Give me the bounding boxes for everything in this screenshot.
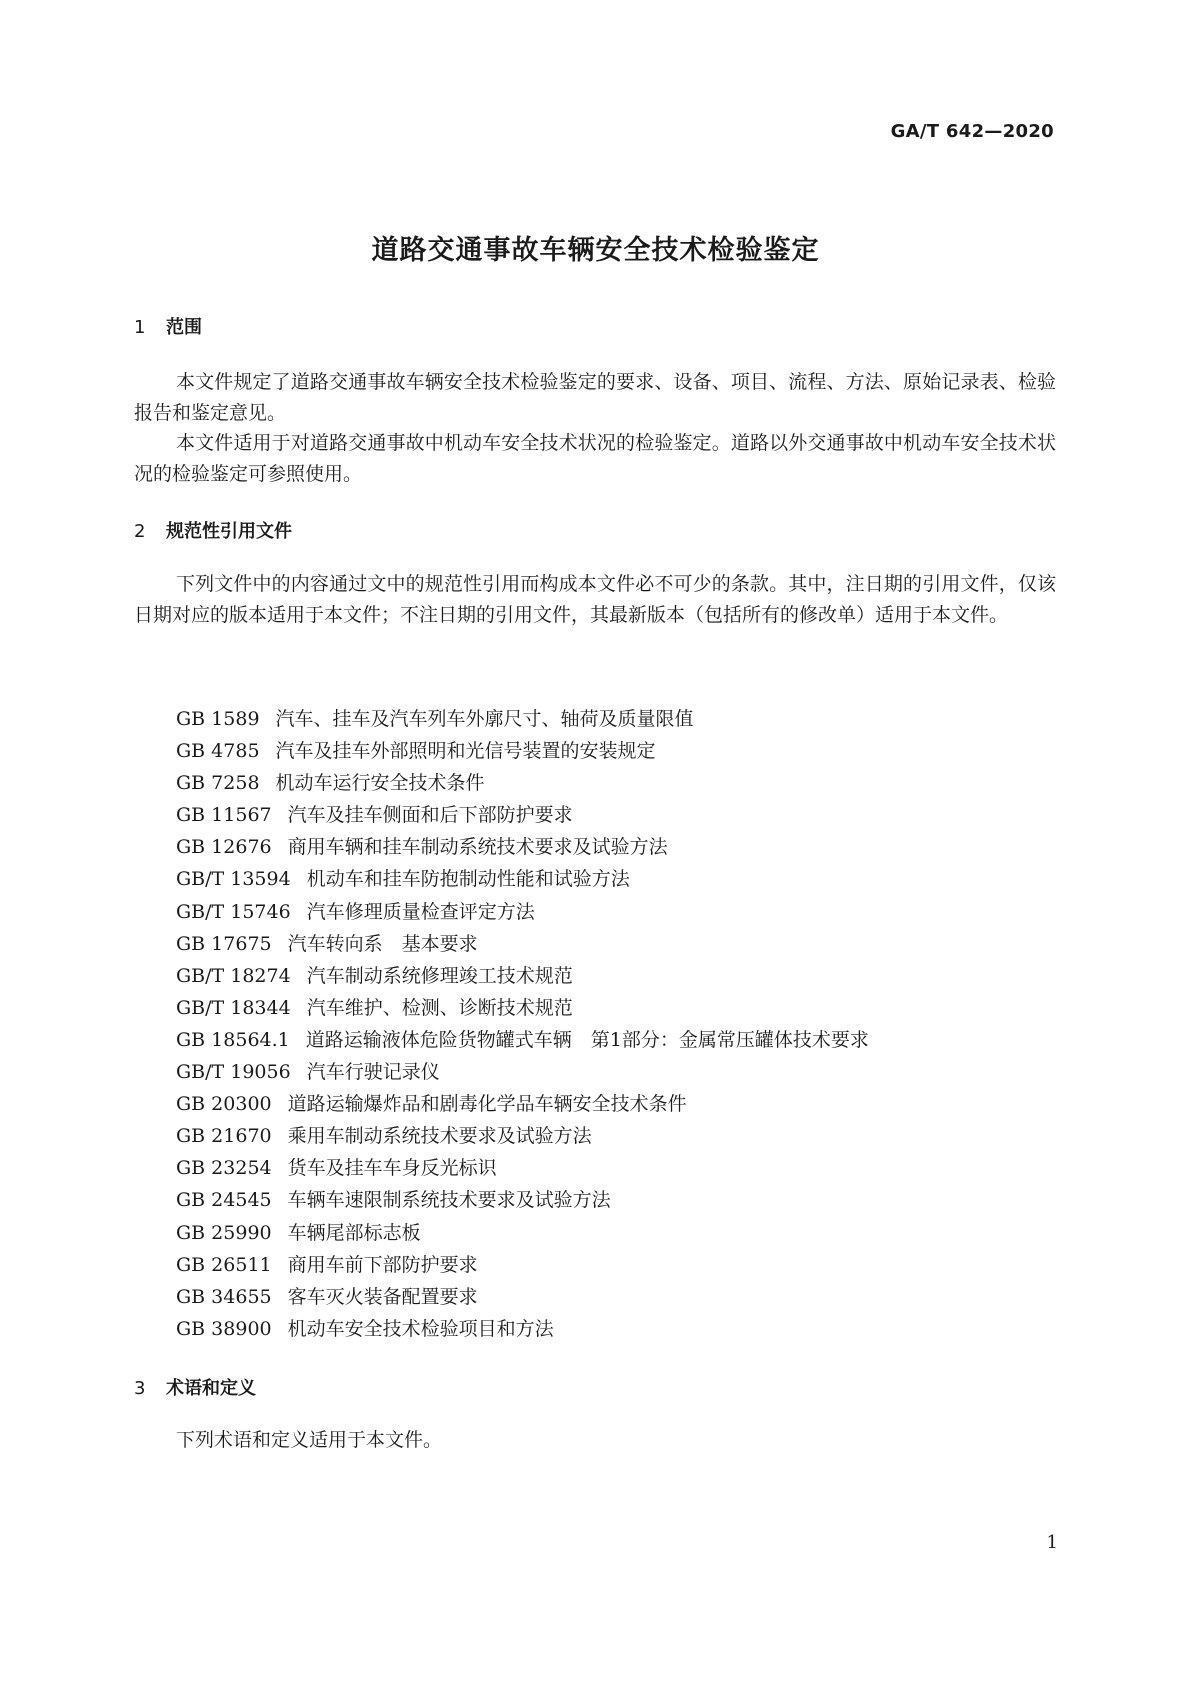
reference-code: GB 4785 <box>176 740 260 763</box>
reference-item <box>176 1313 869 1345</box>
reference-item <box>176 1281 869 1313</box>
section-number: 2 <box>134 521 146 542</box>
reference-title: 车辆车速限制系统技术要求及试验方法 <box>287 1189 611 1212</box>
reference-code: GB 17675 <box>176 932 272 955</box>
reference-code: GB/T 19056 <box>176 1061 291 1084</box>
reference-code: GB 23254 <box>176 1157 272 1180</box>
reference-code: GB 11567 <box>176 804 272 827</box>
reference-code: GB/T 13594 <box>176 868 291 891</box>
reference-title: 汽车维护、检测、诊断技术规范 <box>306 996 573 1019</box>
reference-code: GB 34655 <box>176 1285 272 1308</box>
reference-item <box>176 863 869 895</box>
reference-item <box>176 767 869 799</box>
reference-item <box>176 928 869 960</box>
reference-title: 货车及挂车车身反光标识 <box>287 1157 497 1180</box>
reference-item <box>176 1120 869 1152</box>
scope-paragraph-2: 本文件适用于对道路交通事故中机动车安全技术状况的检验鉴定。道路以外交通事故中机动车安全技术状况的检验鉴定可参照使用。 <box>134 432 1056 485</box>
section-number: 1 <box>134 317 146 338</box>
reference-code: GB 12676 <box>176 836 272 859</box>
section-title: 术语和定义 <box>166 1378 256 1399</box>
document-title: 道路交通事故车辆安全技术检验鉴定 <box>371 235 820 266</box>
page-number: 1 <box>1046 1532 1058 1553</box>
reference-code: GB 1589 <box>176 708 260 730</box>
reference-title: 汽车转向系 基本要求 <box>287 932 478 955</box>
reference-code: GB 7258 <box>176 772 260 795</box>
reference-title: 道路运输液体危险货物罐式车辆 第1部分：金属常压罐体技术要求 <box>305 1028 869 1051</box>
scope-paragraph-1: 本文件规定了道路交通事故车辆安全技术检验鉴定的要求、设备、项目、流程、方法、原始记录表、检验报告和鉴定意见。 <box>134 371 1056 424</box>
reference-code: GB 38900 <box>176 1317 272 1340</box>
reference-item <box>176 960 869 992</box>
reference-item <box>176 799 869 831</box>
reference-title: 机动车运行安全技术条件 <box>275 772 485 795</box>
reference-item <box>176 1056 869 1088</box>
reference-item <box>176 896 869 928</box>
reference-item <box>176 1249 869 1281</box>
reference-title: 机动车和挂车防抱制动性能和试验方法 <box>306 868 630 891</box>
reference-list <box>176 703 869 1345</box>
reference-item <box>176 703 869 735</box>
section-title: 范围 <box>166 317 202 338</box>
section-number: 3 <box>134 1378 146 1399</box>
reference-title: 商用车前下部防护要求 <box>287 1253 478 1276</box>
standard-code: GA/T 642—2020 <box>890 121 1054 142</box>
reference-title: 汽车、挂车及汽车列车外廓尺寸、轴荷及质量限值 <box>275 708 694 730</box>
reference-title: 汽车行驶记录仪 <box>306 1061 440 1084</box>
reference-code: GB/T 18344 <box>176 996 291 1019</box>
reference-title: 汽车及挂车侧面和后下部防护要求 <box>287 804 573 827</box>
reference-code: GB/T 15746 <box>176 900 291 923</box>
reference-code: GB/T 18274 <box>176 964 291 987</box>
reference-title: 道路运输爆炸品和剧毒化学品车辆安全技术条件 <box>287 1093 687 1116</box>
reference-title: 车辆尾部标志板 <box>287 1221 421 1244</box>
reference-item <box>176 735 869 767</box>
reference-item <box>176 831 869 863</box>
reference-item <box>176 1152 869 1184</box>
reference-title: 商用车辆和挂车制动系统技术要求及试验方法 <box>287 836 668 859</box>
terms-intro-paragraph: 下列术语和定义适用于本文件。 <box>176 1429 443 1451</box>
reference-code: GB 25990 <box>176 1221 272 1244</box>
reference-code: GB 21670 <box>176 1125 272 1148</box>
reference-title: 汽车修理质量检查评定方法 <box>306 900 535 923</box>
reference-title: 机动车安全技术检验项目和方法 <box>287 1317 554 1340</box>
reference-item <box>176 1217 869 1249</box>
reference-code: GB 26511 <box>176 1253 272 1276</box>
reference-item <box>176 1088 869 1120</box>
reference-item <box>176 992 869 1024</box>
section-title: 规范性引用文件 <box>166 521 292 542</box>
references-intro-paragraph: 下列文件中的内容通过文中的规范性引用而构成本文件必不可少的条款。其中，注日期的引用文件，仅该日期对应的版本适用于本文件；不注日期的引用文件，其最新版本（包括所有的修改单）适用于本文件。 <box>134 573 1056 626</box>
reference-code: GB 20300 <box>176 1093 272 1116</box>
reference-item <box>176 1184 869 1216</box>
reference-title: 客车灭火装备配置要求 <box>287 1285 478 1308</box>
section-heading-terms-definitions <box>134 1374 256 1400</box>
reference-title: 汽车制动系统修理竣工技术规范 <box>306 964 573 987</box>
reference-code: GB 18564.1 <box>176 1028 290 1051</box>
reference-code: GB 24545 <box>176 1189 272 1212</box>
reference-title: 汽车及挂车外部照明和光信号装置的安装规定 <box>275 740 656 763</box>
reference-title: 乘用车制动系统技术要求及试验方法 <box>287 1125 592 1148</box>
section-heading-scope <box>134 313 202 339</box>
section-heading-normative-references <box>134 517 292 543</box>
reference-item <box>176 1024 869 1056</box>
